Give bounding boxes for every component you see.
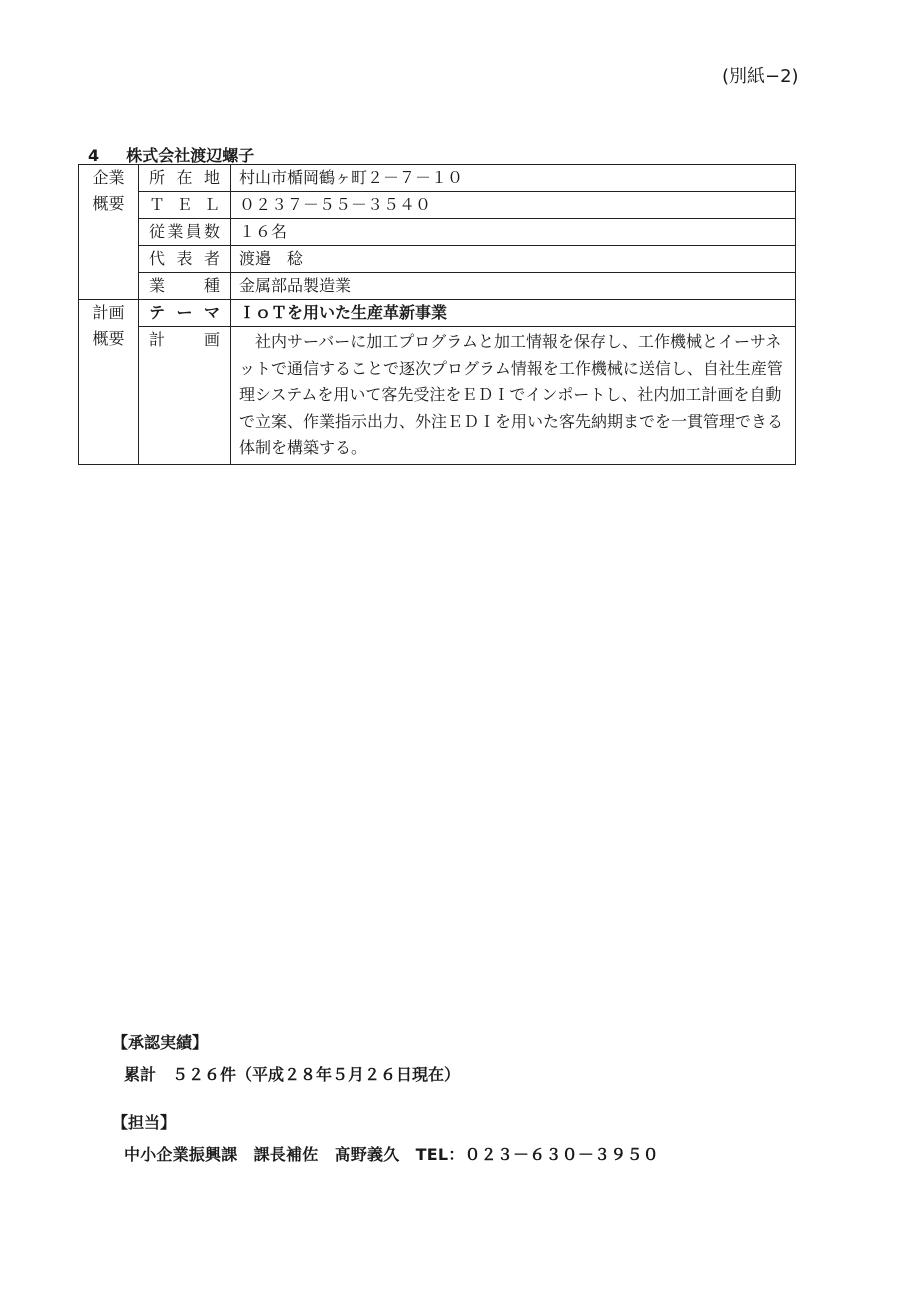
theme-value: ＩｏＴを用いた生産革新事業 [231,300,796,327]
table-row [79,165,796,192]
row-label: 業種 [139,273,231,300]
approval-heading: 【承認実績】 [112,1033,209,1052]
row-label: 所在地 [139,165,231,192]
contact-text: 中小企業振興課 課長補佐 髙野義久 TEL：０２３－６３０－３９５０ [124,1145,659,1164]
plan-description [231,327,796,465]
company-overview-category: 企業 概要 [79,165,139,300]
table-row [79,300,796,327]
summary-table [78,164,796,465]
section-heading [88,143,254,166]
plan-line: し、自社生産管理システムを用いて客先受注をＥＤＩでインポート [239,358,783,404]
contact-heading: 【担当】 [112,1113,177,1132]
plan-overview-category: 計画 概要 [79,300,139,465]
table-row [79,192,796,219]
plan-line: 客先納期までを一貫管理できる体制を構築する。 [239,411,784,457]
row-label: 代表者 [139,246,231,273]
approval-section [112,1030,460,1085]
plan-line: し、社内加工計画を自動で立案、作業指示出力、外注ＥＤＩを用いた [239,385,782,431]
row-label: 従業員数 [139,219,231,246]
approval-text: 累計 ５２６件（平成２８年５月２６日現在） [124,1065,461,1084]
employees-value: １６名 [231,219,796,246]
plan-line: 社内サーバーに加工プログラムと加工情報を保存し、工作機械とイ [255,332,735,351]
table-row [79,273,796,300]
table-row [79,246,796,273]
annex-label: (別紙−2) [722,66,799,87]
section-title: 株式会社渡辺螺子 [126,146,255,165]
address-value: 村山市楯岡鶴ヶ町２－７－１０ [231,165,796,192]
plan-line: ーサネットで通信することで逐次プログラム情報を工作機械に送信 [239,332,782,378]
table-row [79,327,796,465]
table-row [79,219,796,246]
row-label: ＴＥＬ [139,192,231,219]
contact-section [112,1110,659,1165]
industry-value: 金属部品製造業 [231,273,796,300]
section-number: 4 [88,146,100,165]
representative-value: 渡邉 稔 [231,246,796,273]
theme-label: テーマ [139,300,231,327]
plan-label: 計画 [139,327,231,465]
tel-value: ０２３７－５５－３５４０ [231,192,796,219]
